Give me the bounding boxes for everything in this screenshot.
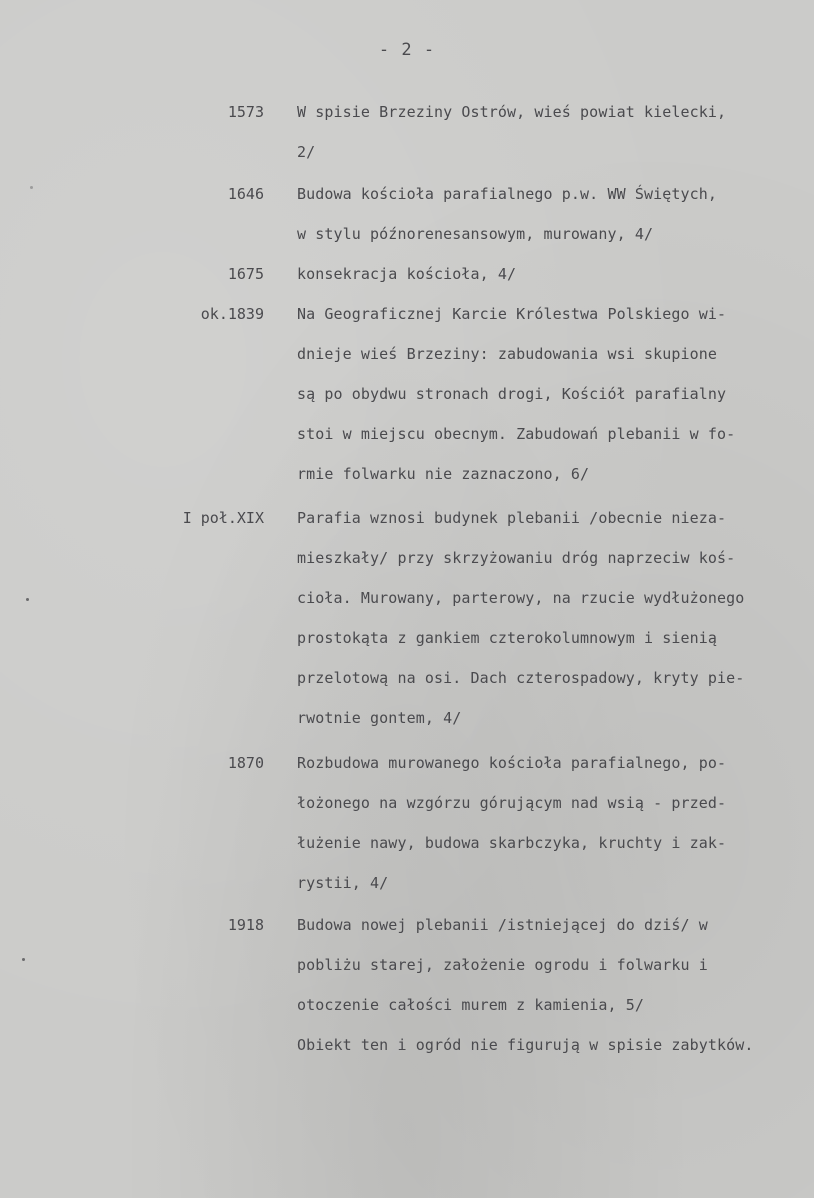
entry-line: 2/ [297,143,316,161]
entry-date: 1573 [227,103,264,121]
entry-text [297,294,812,494]
paper-speck [26,598,29,601]
entry-line: Budowa kościoła parafialnego p.w. WW Świętych, [297,185,718,203]
entry-line: konsekracja kościoła, 4/ [297,265,517,283]
entry-text [297,905,812,1065]
entry-line: w stylu późnorenesansowym, murowany, 4/ [297,225,654,243]
entry-date: 1870 [227,754,264,772]
entry-line: łożonego na wzgórzu górującym nad wsią - przed- [297,794,727,812]
entry-line: rystii, 4/ [297,874,389,892]
entry-line: dnieje wieś Brzeziny: zabudowania wsi skupione [297,345,718,363]
entry-line: Budowa nowej plebanii /istniejącej do dziś/ w [297,916,708,934]
entry-line: stoi w miejscu obecnym. Zabudowań plebanii w fo- [297,425,736,443]
entry-date: 1646 [227,185,264,203]
entry-line: przelotową na osi. Dach czterospadowy, kryty pie- [297,669,745,687]
entry-text [297,743,812,903]
entry-line: W spisie Brzeziny Ostrów, wieś powiat kielecki, [297,103,727,121]
entry-text [297,254,812,294]
entry-line: Na Geograficznej Karcie Królestwa Polskiego wi- [297,305,727,323]
entry-text [297,174,812,254]
entry-text [297,92,812,172]
entry-date: I poł.XIX [182,509,264,527]
entry-line: pobliżu starej, założenie ogrodu i folwarku i [297,956,708,974]
page-number: - 2 - [378,40,436,60]
entry-date: 1675 [227,265,264,283]
paper-speck [30,186,33,189]
entry-line: mieszkały/ przy skrzyżowaniu dróg naprzeciw koś- [297,549,736,567]
entry-text [297,498,812,738]
entry-line: Obiekt ten i ogród nie figurują w spisie zabytków. [297,1036,754,1054]
entry-line: Rozbudowa murowanego kościoła parafialnego, po- [297,754,727,772]
entry-line: są po obydwu stronach drogi, Kościół parafialny [297,385,727,403]
entry-line: otoczenie całości murem z kamienia, 5/ [297,996,644,1014]
entry-line: cioła. Murowany, parterowy, na rzucie wydłużonego [297,589,745,607]
entry-line: rmie folwarku nie zaznaczono, 6/ [297,465,590,483]
entry-date: ok.1839 [200,305,264,323]
entry-line: rwotnie gontem, 4/ [297,709,462,727]
entry-line: prostokąta z gankiem czterokolumnowym i sienią [297,629,718,647]
entry-line: Parafia wznosi budynek plebanii /obecnie nieza- [297,509,727,527]
entry-line: łużenie nawy, budowa skarbczyka, kruchty i zak- [297,834,727,852]
paper-speck [22,958,25,961]
entry-date: 1918 [227,916,264,934]
